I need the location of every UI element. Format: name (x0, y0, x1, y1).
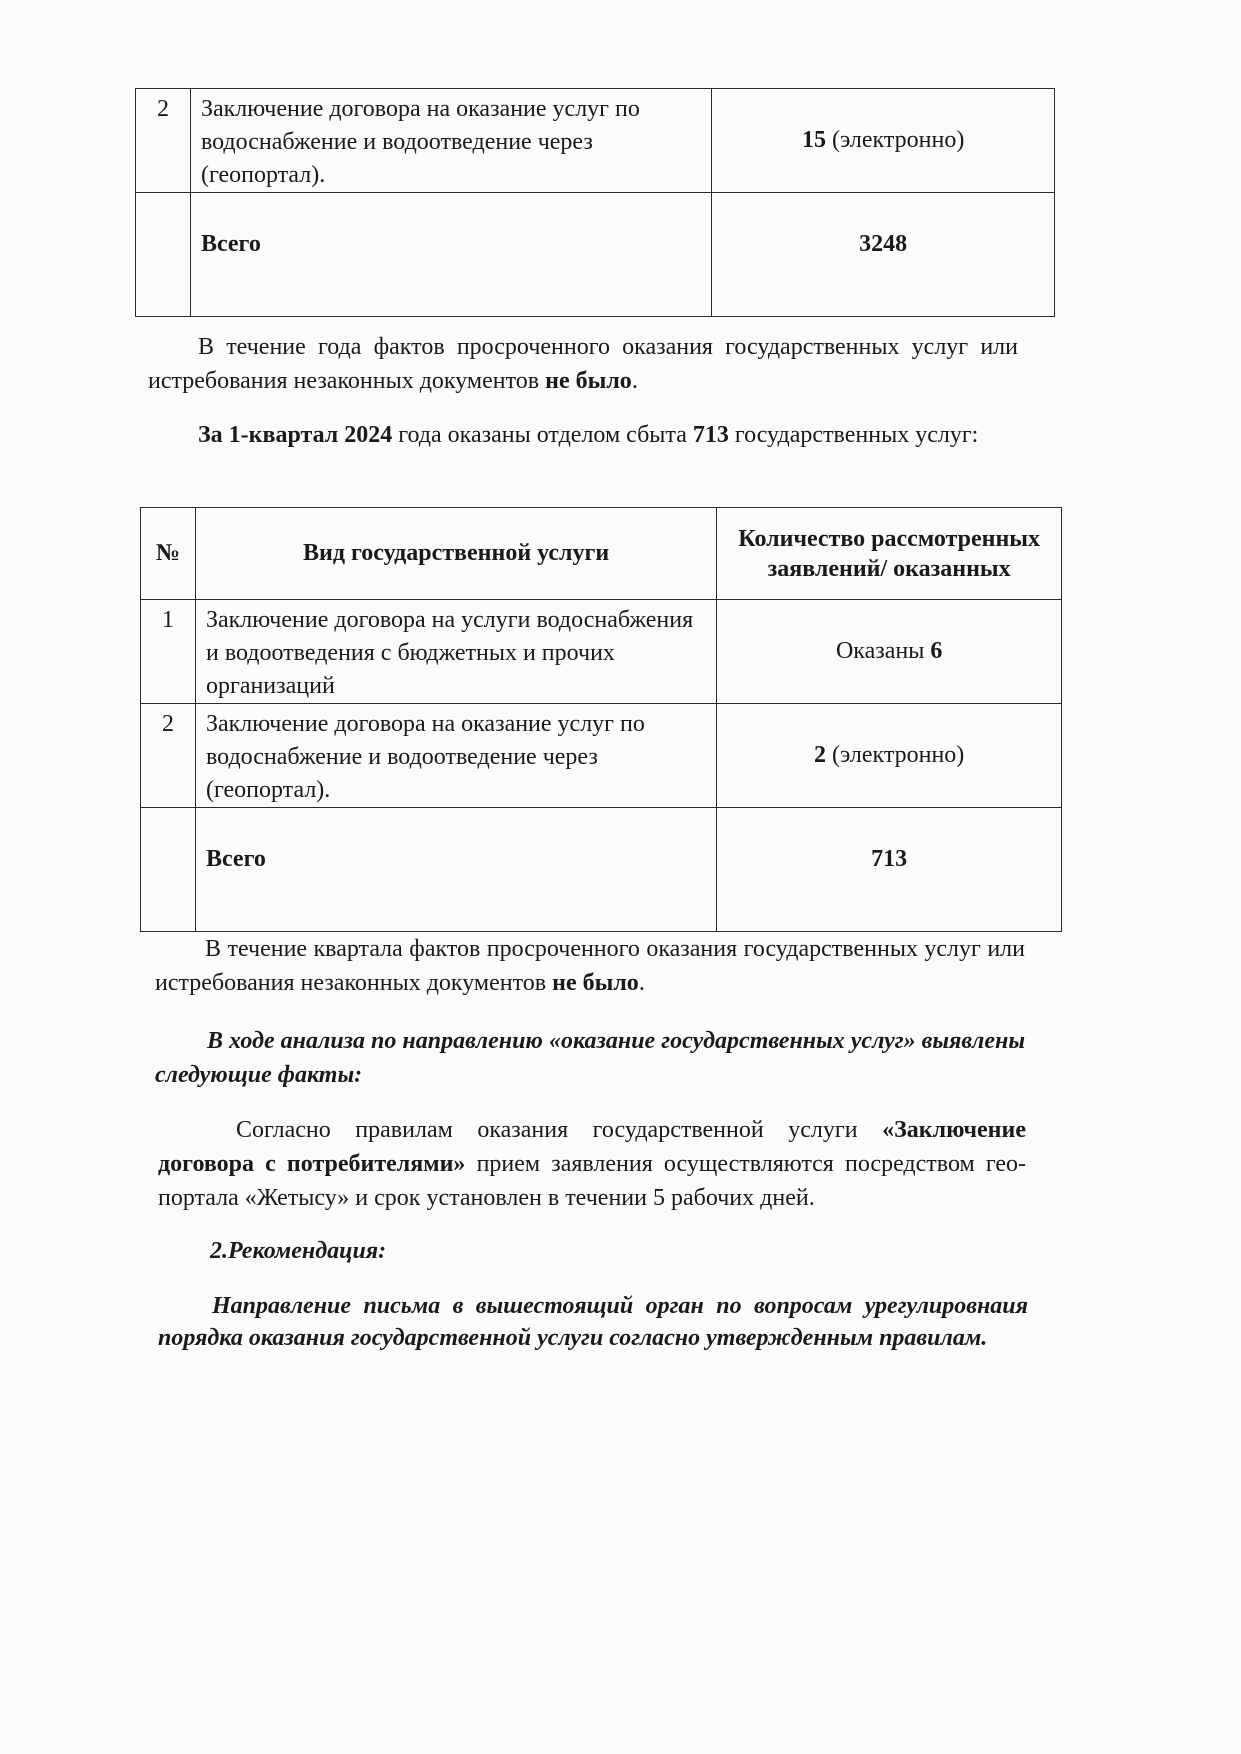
table-row (141, 704, 1062, 808)
service-count (717, 704, 1062, 808)
count-value: 2 (814, 742, 826, 768)
empty-cell (136, 193, 191, 317)
paragraph-text: В ходе анализа по направлению «оказание государственных услуг» выявлены следующие факты: (155, 1028, 1025, 1088)
total-value: 3248 (712, 193, 1055, 317)
paragraph-quarter-summary (155, 932, 1025, 1000)
heading-text: 2.Рекомендация: (210, 1238, 387, 1264)
total-label: Всего (190, 193, 711, 317)
services-table-year (135, 88, 1055, 317)
paragraph-text: Согласно правилам оказания государственной услуги (236, 1117, 883, 1143)
service-count (717, 600, 1062, 704)
table-total-row (141, 808, 1062, 932)
quarter-total: 713 (692, 422, 729, 448)
service-name: Заключение договора на оказание услуг по водоснабжение и водоотведение через (геопортал). (195, 704, 716, 808)
header-count: Количество рассмотренных заявлений/ оказанных (717, 508, 1062, 600)
table-row (136, 89, 1055, 193)
row-number: 2 (141, 704, 196, 808)
services-table-quarter (140, 507, 1062, 932)
paragraph-bold: не было (552, 970, 639, 996)
paragraph-rules (158, 1113, 1026, 1215)
total-value: 713 (717, 808, 1062, 932)
paragraph-text: года оказаны отделом сбыта (392, 422, 693, 448)
table-row (141, 600, 1062, 704)
paragraph-quarter-intro (148, 418, 1018, 452)
paragraph-text: Направление письма в вышестоящий орган по вопросам урегулировнаия порядка оказания государственной услуги согласно утвержденным правилам. (158, 1293, 1028, 1351)
paragraph-text: В течение года фактов просроченного оказания государственных услуг или истребования незаконных документов (148, 334, 1018, 394)
quarter-label: За 1-квартал 2024 (198, 422, 393, 448)
empty-cell (141, 808, 196, 932)
header-service: Вид государственной услуги (195, 508, 716, 600)
row-number: 2 (136, 89, 191, 193)
paragraph-end: . (631, 368, 638, 394)
table-header-row (141, 508, 1062, 600)
row-number: 1 (141, 600, 196, 704)
paragraph-text: государственных услуг: (728, 422, 979, 448)
paragraph-year-summary (148, 330, 1018, 398)
recommendation-heading (210, 1234, 810, 1268)
paragraph-bold: не было (545, 368, 632, 394)
total-label: Всего (195, 808, 716, 932)
paragraph-text: прием заявления осуществляются посредством гео-портала «Жетысу» и срок установлен в течении 5 рабочих дней. (158, 1151, 1026, 1211)
service-name: Заключение договора на оказание услуг по водоснабжение и водоотведение через (геопортал). (190, 89, 711, 193)
service-name-bold: «Заключение договора с потребителями» (158, 1117, 1026, 1177)
count-note: (электронно) (826, 127, 965, 153)
header-number: № (141, 508, 196, 600)
table-total-row (136, 193, 1055, 317)
paragraph-end: . (638, 970, 645, 996)
count-note: (электронно) (826, 742, 965, 768)
service-name: Заключение договора на услуги водоснабжения и водоотведения с бюджетных и прочих организаций (195, 600, 716, 704)
count-value: 6 (930, 638, 943, 664)
analysis-findings-heading (155, 1024, 1025, 1092)
service-count (712, 89, 1055, 193)
recommendation-text (158, 1290, 1028, 1354)
count-value: 15 (802, 127, 827, 153)
count-prefix: Оказаны (835, 638, 931, 664)
paragraph-text: В течение квартала фактов просроченного оказания государственных услуг или истребования незаконных документов (155, 936, 1025, 996)
